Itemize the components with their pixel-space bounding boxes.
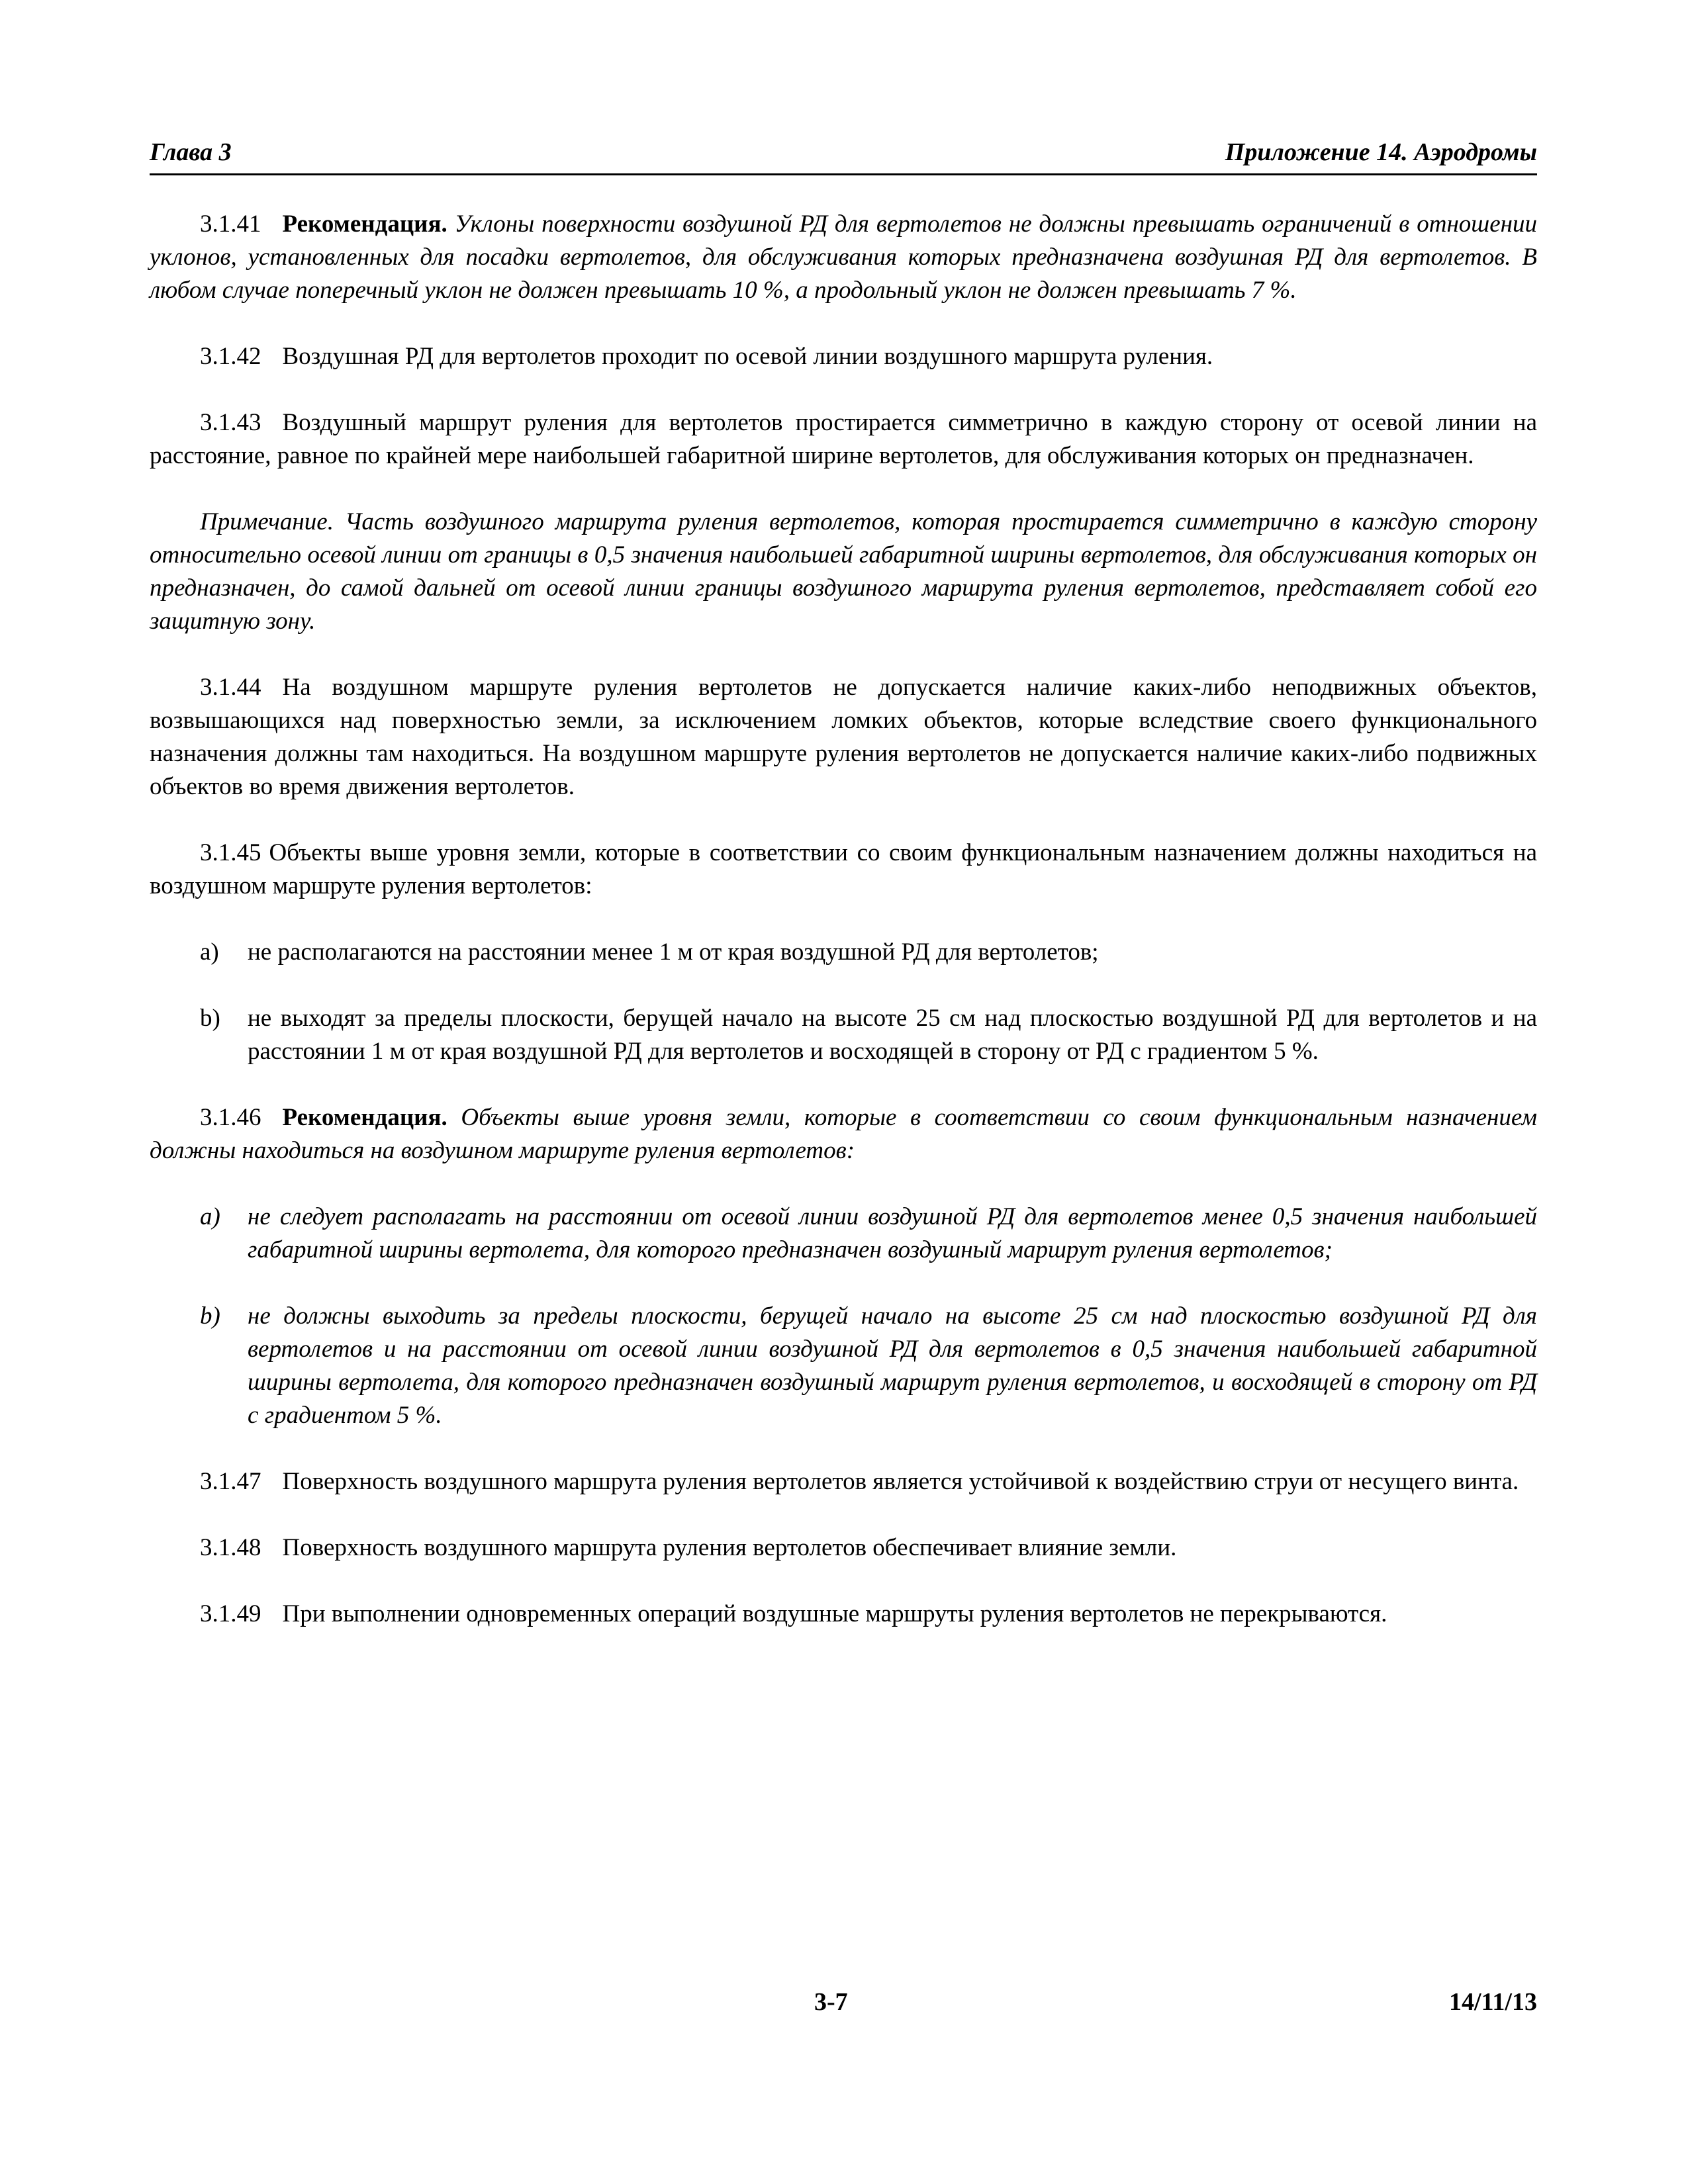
paragraph-3-1-43 (150, 406, 1537, 473)
page-header (150, 130, 1537, 175)
paragraph-number: 3.1.45 (200, 839, 261, 866)
list-item (150, 1300, 1537, 1432)
recommendation-label: Рекомендация. (282, 210, 447, 238)
recommendation-label: Рекомендация. (282, 1104, 447, 1131)
paragraph-3-1-44 (150, 671, 1537, 803)
paragraph-text: Уклоны поверхности воздушной РД для вертолетов не должны превышать ограничений в отношении уклонов, установленных для посадки вертолетов, для обслуживания которых предназначена воздушная РД для вертолетов. В любом случае поперечный уклон не должен превышать 10 %, а продольный уклон не должен превышать 7 %. (150, 210, 1538, 304)
revision-date: 14/11/13 (1448, 1988, 1537, 2016)
paragraph-3-1-49 (150, 1598, 1537, 1631)
list-marker: b) (200, 1005, 220, 1032)
paragraph-number: 3.1.48 (200, 1534, 261, 1561)
list-marker: a) (200, 938, 219, 966)
paragraph-3-1-42 (150, 340, 1537, 373)
paragraph-text: На воздушном маршруте руления вертолетов не допускается наличие каких-либо неподвижных объектов, возвышающихся над поверхностью земли, за исключением ломких объектов, которые вследствие своего функционального назначения должны там находиться. На воздушном маршруте руления вертолетов не допускается наличие каких-либо подвижных объектов во время движения вертолетов. (150, 674, 1537, 800)
page-number: 3-7 (814, 1988, 848, 2016)
chapter-title: Глава 3 (150, 138, 232, 166)
paragraph-number: 3.1.44 (200, 674, 261, 701)
list-3-1-45 (150, 936, 1537, 1068)
list-item-text: не должны выходить за пределы плоскости, берущей начало на высоте 25 см над плоскостью воздушной РД для вертолетов и на расстоянии от осевой линии воздушной РД для вертолетов в 0,5 значения наибольшей габаритной ширины вертолета, для которого предназначен воздушный маршрут руления вертолетов, и восходящей в сторону от РД с градиентом 5 %. (248, 1302, 1537, 1429)
list-marker: a) (200, 1203, 220, 1230)
list-item-text: не выходят за пределы плоскости, берущей начало на высоте 25 см над плоскостью воздушной РД для вертолетов и на расстоянии 1 м от края воздушной РД для вертолетов и восходящей в сторону от РД с градиентом 5 %. (248, 1005, 1537, 1065)
paragraph-3-1-48 (150, 1531, 1537, 1565)
paragraph-text: Объекты выше уровня земли, которые в соответствии со своим функциональным назначением должны находиться на воздушном маршруте руления вертолетов: (150, 839, 1537, 899)
paragraph-3-1-41 (150, 208, 1537, 307)
note-text: Часть воздушного маршрута руления вертолетов, которая простирается симметрично в каждую сторону относительно осевой линии от границы в 0,5 значения наибольшей габаритной ширины вертолетов, для обслуживания которых он предназначен, до самой дальней от осевой линии границы воздушного маршрута руления вертолетов, представляет собой его защитную зону. (150, 508, 1538, 635)
list-item-text: не располагаются на расстоянии менее 1 м от края воздушной РД для вертолетов; (248, 938, 1099, 966)
paragraph-number: 3.1.46 (200, 1104, 261, 1131)
paragraph-number: 3.1.47 (200, 1468, 261, 1495)
paragraph-number: 3.1.42 (200, 343, 261, 370)
document-body (150, 208, 1537, 1664)
paragraph-number: 3.1.43 (200, 409, 261, 436)
list-item (150, 1201, 1537, 1267)
list-item (150, 936, 1537, 969)
list-item-text: не следует располагать на расстоянии от осевой линии воздушной РД для вертолетов менее 0,5 значения наибольшей габаритной ширины вертолета, для которого предназначен воздушный маршрут руления вертолетов; (248, 1203, 1537, 1263)
list-marker: b) (200, 1302, 220, 1330)
paragraph-text: Поверхность воздушного маршрута руления вертолетов обеспечивает влияние земли. (282, 1534, 1177, 1561)
annex-title: Приложение 14. Аэродромы (1225, 138, 1537, 166)
paragraph-text: Воздушный маршрут руления для вертолетов простирается симметрично в каждую сторону от осевой линии на расстояние, равное по крайней мере наибольшей габаритной ширине вертолетов, для обслуживания которых он предназначен. (150, 409, 1537, 469)
list-3-1-46 (150, 1201, 1537, 1432)
note (150, 506, 1537, 638)
paragraph-number: 3.1.41 (200, 210, 261, 238)
paragraph-3-1-46 (150, 1101, 1537, 1167)
list-item (150, 1002, 1537, 1068)
paragraph-text: При выполнении одновременных операций воздушные маршруты руления вертолетов не перекрываются. (282, 1600, 1387, 1627)
paragraph-3-1-47 (150, 1465, 1537, 1498)
paragraph-text: Воздушная РД для вертолетов проходит по осевой линии воздушного маршрута руления. (282, 343, 1213, 370)
paragraph-number: 3.1.49 (200, 1600, 261, 1627)
note-label: Примечание. (200, 508, 334, 535)
paragraph-text: Объекты выше уровня земли, которые в соответствии со своим функциональным назначением должны находиться на воздушном маршруте руления вертолетов: (150, 1104, 1538, 1164)
paragraph-text: Поверхность воздушного маршрута руления вертолетов является устойчивой к воздействию струи от несущего винта. (282, 1468, 1519, 1495)
paragraph-3-1-45 (150, 837, 1537, 903)
